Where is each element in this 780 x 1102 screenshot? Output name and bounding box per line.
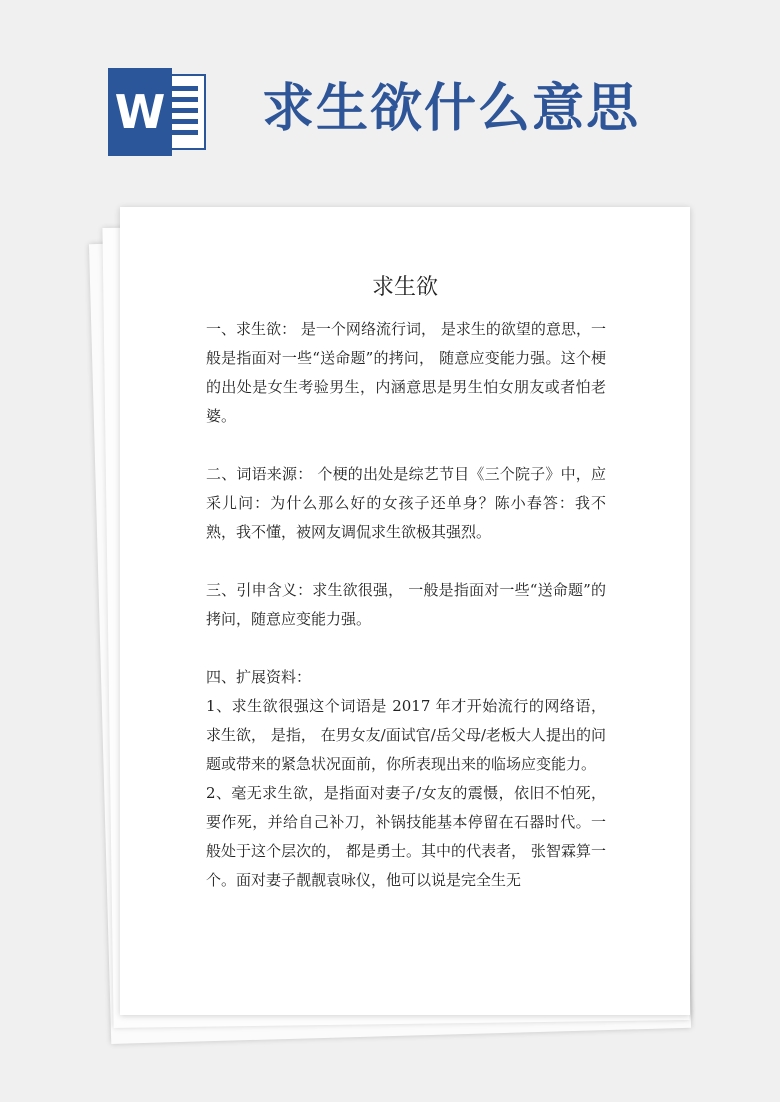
paragraph-definition: 一、求生欲： 是一个网络流行词， 是求生的欲望的意思，一般是指面对一些“送命题”的拷问， 随意应变能力强。这个梗的出处是女生考验男生，内涵意思是男生怕女朋友或者怕老婆。 xyxy=(206,320,606,425)
document-title: 求生欲 xyxy=(371,275,438,300)
page-title: 求生欲什么意思 xyxy=(262,79,641,139)
paragraph-extended-heading: 四、扩展资料： xyxy=(206,668,312,686)
word-logo-icon xyxy=(108,68,208,156)
paragraph-origin: 二、词语来源： 个梗的出处是综艺节目《三个院子》中，应采儿问：为什么那么好的女孩子还单身？陈小春答：我不熟，我不懂，被网友调侃求生欲极其强烈。 xyxy=(206,465,606,541)
paragraph-item-1: 1、求生欲很强这个词语是 2017 年才开始流行的网络语，求生欲， 是指， 在男女友/面试官/岳父母/老板大人提出的问题或带来的紧急状况面前，你所表现出来的临场应变能力。 xyxy=(206,697,606,773)
document-page xyxy=(120,207,690,1015)
paragraph-extended-meaning: 三、引申含义：求生欲很强， 一般是指面对一些“送命题”的拷问，随意应变能力强。 xyxy=(206,581,606,628)
word-letter: W xyxy=(108,68,172,156)
document-body xyxy=(206,315,606,895)
paragraph-item-2: 2、毫无求生欲，是指面对妻子/女友的震慑，依旧不怕死，要作死，并给自己补刀，补锅技能基本停留在石器时代。一般处于这个层次的， 都是勇士。其中的代表者， 张智霖算一个。面对妻子靓靓袁咏仪，他可以说是完全生无 xyxy=(206,784,606,889)
header xyxy=(0,0,780,200)
